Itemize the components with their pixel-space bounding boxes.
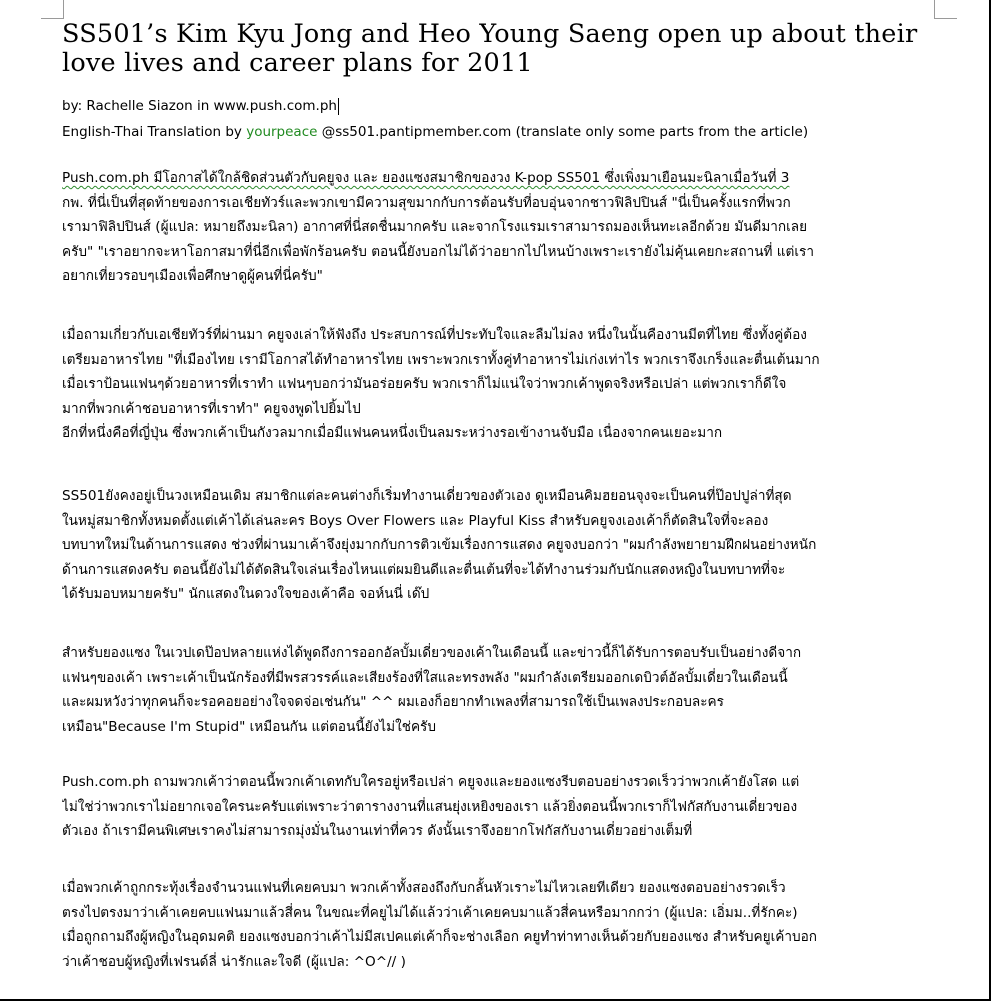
translator-name: yourpeace bbox=[246, 124, 318, 140]
paragraph bbox=[62, 876, 942, 974]
paragraph-line: สำหรับยองแซง ในเวปเดป๊อปหลายแห่งได้พูดถึงการออกอัลบั้มเดี่ยวของเค้าในเดือนนี้ และข่าวนี้ก็ได้รับการตอบรับเป็นอย่างดีจาก bbox=[62, 645, 802, 661]
paragraph-line: เหมือน"Because I'm Stupid" เหมือนกัน แต่ตอนนี้ยังไม่ใช่ครับ bbox=[62, 718, 436, 735]
paragraph-line: และผมหวังว่าทุกคนก็จะรอคอยอย่างใจจดจ่อเช่นกัน" ^^ ผมเองก็อยากทำเพลงที่สามารถใช้เป็นเพลงประกอบละคร bbox=[62, 694, 724, 710]
paragraph bbox=[62, 484, 942, 607]
margin-corner-top-left bbox=[41, 0, 64, 19]
byline-text: by: Rachelle Siazon in www.push.com.ph bbox=[62, 98, 337, 114]
paragraph-line: Push.com.ph ถามพวกเค้าว่าตอนนี้พวกเค้าเดทกับใครอยู่หรือเปล่า คยูจงและยองแซงรีบตอบอย่างรวดเร็วว่าพวกเค้ายังโสด แต่ bbox=[62, 774, 800, 790]
paragraph-line: ด้านการแสดงครับ ตอนนี้ยังไม่ได้ตัดสินใจเล่นเรื่องไหนแต่ผมยินดีและตื่นเต้นที่จะได้ทำงานร่วมกับนักแสดงหญิงในบทบาทที่จะ bbox=[62, 561, 786, 578]
paragraph-line: กพ. ที่นี่เป็นที่สุดท้ายของการเอเชียทัวร์และพวกเขามีความสุขมากกับการต้อนรับที่อบอุ่นจากชาวฟิลิปปินส์ "นี่เป็นครั้งแรกที่พวก bbox=[62, 194, 791, 211]
paragraph-line: เตรียมอาหารไทย "ที่เมืองไทย เรามีโอกาสได้ทำอาหารไทย เพราะพวกเราทั้งคู่ทำอาหารไม่เก่งเท่าไร พวกเราจึงเกร็งและตื่นเต้นมาก bbox=[62, 351, 820, 368]
paragraph-line: ตัวเอง ถ้าเรามีคนพิเศษเราคงไม่สามารถมุ่งมั่นในงานเท่าที่ควร ดังนั้นเราจึงอยากโฟกัสกับงานเดี่ยวอย่างเต็มที่ bbox=[62, 823, 693, 839]
paragraph bbox=[62, 770, 942, 844]
paragraph-line: ว่าเค้าชอบผู้หญิงที่เฟรนด์ลี่ น่ารักและใจดี (ผู้แปล: ^O^// ) bbox=[62, 953, 406, 970]
byline bbox=[62, 97, 339, 115]
paragraph-line: ตรงไปตรงมาว่าเค้าเคยคบแฟนมาแล้วสี่คน ในขณะที่คยูไม่ได้แล้วว่าเค้าเคยคบมาแล้วสี่คนหรือมากกว่า (ผู้แปล: เอิ่มม..ที่รักคะ) bbox=[62, 904, 798, 921]
document-body[interactable] bbox=[62, 20, 942, 78]
paragraph-line: SS501ยังคงอยู่เป็นวงเหมือนเดิม สมาชิกแต่ละคนต่างก็เริ่มทำงานเดี่ยวของตัวเอง ดูเหมือนคิมฮยอนจุงจะเป็นคนที่ป๊อปปูล่าที่สุด bbox=[62, 488, 792, 504]
paragraph-line: เมื่อเราป้อนแฟนๆด้วยอาหารที่เราทำ แฟนๆบอกว่ามันอร่อยครับ พวกเราก็ไม่แน่ใจว่าพวกเค้าพูดจริงหรือเปล่า แต่พวกเราก็ดีใจ bbox=[62, 376, 787, 392]
paragraph-line: เมื่อพวกเค้าถูกกระทุ้งเรื่องจำนวนแฟนที่เคยคบมา พวกเค้าทั้งสองถึงกับกลั้นหัวเราะไม่ไหวเลยทีเดียว ยองแซงตอบอย่างรวดเร็ว bbox=[62, 880, 786, 896]
paragraph-line: อีกที่หนึ่งคือที่ญี่ปุ่น ซึ่งพวกเค้าเป็นกังวลมากเมื่อมีแฟนคนหนึ่งเป็นลมระหว่างรอเข้างานจับมือ เนื่องจากคนเยอะมาก bbox=[62, 425, 723, 441]
paragraph-line: ครับ" "เราอยากจะหาโอกาสมาที่นี่อีกเพื่อพักร้อนครับ ตอนนี้ยังบอกไม่ได้ว่าอยากไปไหนบ้างเพราะเรายังไม่คุ้นเคยกะสถานที่ แต่เรา bbox=[62, 243, 814, 260]
paragraph bbox=[62, 166, 942, 289]
paragraph-line: แฟนๆของเค้า เพราะเค้าเป็นนักร้องที่มีพรสวรรค์และเสียงร้องที่ใสและทรงพลัง "ผมกำลังเตรียมออกเดบิวต์อัลบั้มเดี่ยวในเดือนนี้ bbox=[62, 669, 788, 686]
article-title: SS501’s Kim Kyu Jong and Heo Young Saeng open up about their love lives and career plans for 2011 bbox=[62, 19, 918, 78]
paragraph bbox=[62, 641, 942, 739]
paragraph bbox=[62, 323, 942, 446]
paragraph-line: ได้รับมอบหมายครับ" นักแสดงในดวงใจของเค้าคือ จอห์นนี่ เด๊ป bbox=[62, 586, 430, 602]
paragraph-line: Push.com.ph มีโอกาสได้ใกล้ชิดส่วนตัวกับคยูจง และ ยองแซงสมาชิกของวง K-pop SS501 ซึ่งเพิ่งมาเยือนมะนิลาเมื่อวันที่ 3 bbox=[62, 170, 790, 186]
margin-corner-top-right bbox=[934, 0, 957, 19]
translation-prefix: English-Thai Translation by bbox=[62, 124, 247, 140]
translation-credit bbox=[62, 123, 808, 141]
paragraph-line: บทบาทใหม่ในด้านการแสดง ช่วงที่ผ่านมาเค้าจึงยุ่งมากกับการติวเข้มเรื่องการแสดง คยูจงบอกว่า "ผมกำลังพยายามฝึกฝนอย่างหนัก bbox=[62, 537, 817, 553]
paragraph-line: ไม่ใช่ว่าพวกเราไม่อยากเจอใครนะครับแต่เพราะว่าตารางงานที่แสนยุ่งเหยิงของเรา แล้วยิ่งตอนนี้พวกเราก็ไฟกัสกับงานเดี่ยวของ bbox=[62, 798, 798, 815]
paragraph-line: มากที่พวกเค้าชอบอาหารที่เราทำ" คยูจงพูดไปยิ้มไป bbox=[62, 400, 361, 417]
paragraph-line: เรามาฟิลิปปินส์ (ผู้แปล: หมายถึงมะนิลา) อากาศที่นี่สดชื่นมากครับ และจากโรงแรมเราสามารถมองเห็นทะเลอีกด้วย มันดีมากเลย bbox=[62, 219, 808, 235]
text-cursor bbox=[338, 98, 340, 115]
paragraph-line: อยากเที่ยวรอบๆเมืองเพื่อศึกษาดูผู้คนที่นี่ครับ" bbox=[62, 268, 323, 284]
paragraph-line: เมื่อถามเกี่ยวกับเอเชียทัวร์ที่ผ่านมา คยูจงเล่าให้ฟังถึง ประสบการณ์ที่ประทับใจและลืมไม่ลง หนึ่งในนั้นคืองานมีตที่ไทย ซึ่งทั้งคู่ต้อง bbox=[62, 327, 807, 343]
paragraph-line: ในหมู่สมาชิกทั้งหมดตั้งแต่เค้าได้เล่นละคร Boys Over Flowers และ Playful Kiss สำหรับคยูจงเองเค้าก็ตัดสินใจที่จะลอง bbox=[62, 512, 769, 529]
paragraph-line: เมื่อถูกถามถึงผู้หญิงในอุดมคติ ยองแซงบอกว่าเค้าไม่มีสเปคแต่เค้าก็จะช่างเลือก คยูทำท่าทางเห็นด้วยกับยองแซง สำหรับคยูเค้าบอก bbox=[62, 929, 817, 945]
translation-suffix: @ss501.pantipmember.com (translate only some parts from the article) bbox=[317, 124, 809, 140]
